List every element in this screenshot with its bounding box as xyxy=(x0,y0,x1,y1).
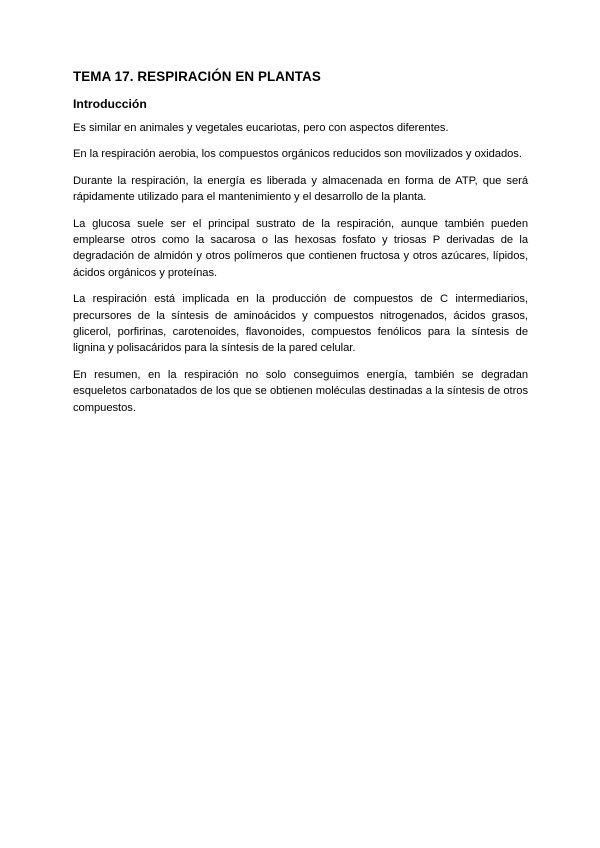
paragraph-6: En resumen, en la respiración no solo conseguimos energía, también se degradan esqueletos carbonatados de los que se obtienen moléculas destinadas a la síntesis de otros compuestos. xyxy=(73,368,528,414)
section-heading: Introducción xyxy=(73,97,147,111)
paragraph-1: Es similar en animales y vegetales eucariotas, pero con aspectos diferentes. xyxy=(73,122,449,134)
paragraph-4: La glucosa suele ser el principal sustrato de la respiración, aunque también pueden emplearse otros como la sacarosa o las hexosas fosfato y triosas P derivadas de la degradación de almidón y otros polímeros que contienen fructosa y otros azúcares, lípidos, ácidos orgánicos y proteínas. xyxy=(73,217,528,279)
document-title: TEMA 17. RESPIRACIÓN EN PLANTAS xyxy=(73,69,321,84)
document-page xyxy=(73,68,528,426)
paragraph-2: En la respiración aerobia, los compuestos orgánicos reducidos son movilizados y oxidados. xyxy=(73,148,522,161)
paragraph-3: Durante la respiración, la energía es liberada y almacenada en forma de ATP, que será rápidamente utilizado para el mantenimiento y el desarrollo de la planta. xyxy=(73,174,528,204)
paragraph-5: La respiración está implicada en la producción de compuestos de C intermediarios, precursores de la síntesis de aminoácidos y compuestos nitrogenados, ácidos grasos, glicerol, porfirinas, carotenoides, flavonoides, compuestos fenólicos para la síntesis de lignina y polisacáridos para la síntesis de la pared celular. xyxy=(73,293,528,355)
